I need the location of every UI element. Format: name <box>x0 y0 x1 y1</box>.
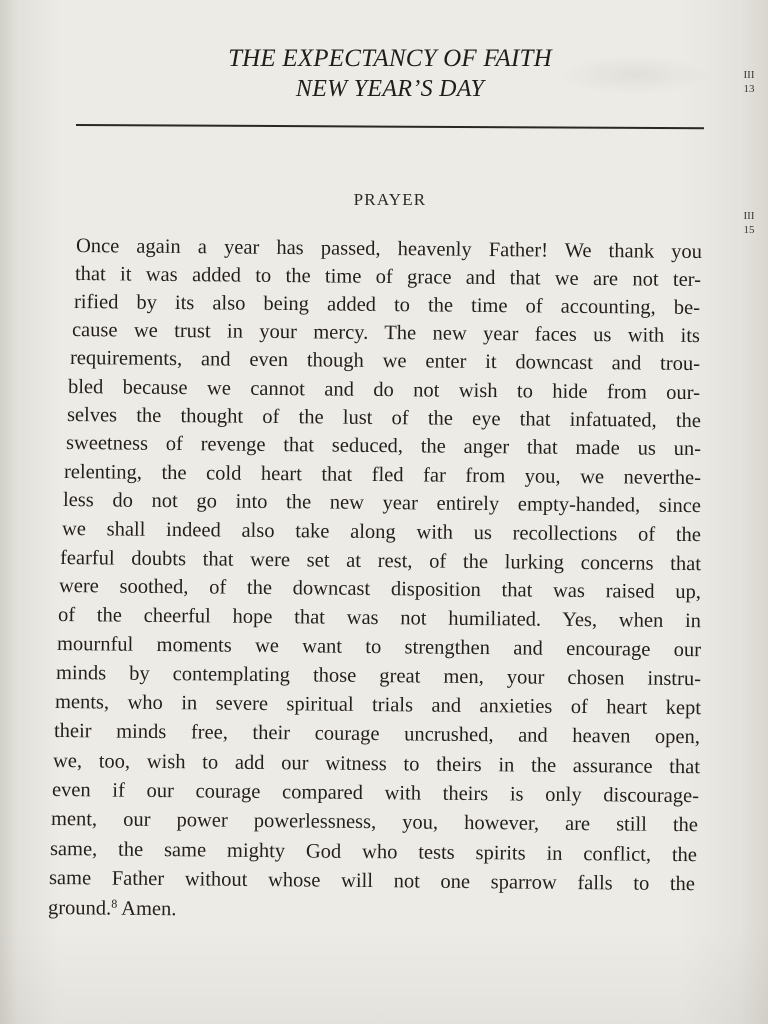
prayer-line: ment, our power powerlessness, you, however, are still the <box>50 808 699 837</box>
prayer-line: mournful moments we want to strengthen and encourage our <box>56 633 702 662</box>
running-head-subtitle: NEW YEAR’S DAY <box>295 76 485 102</box>
prayer-line: fearful doubts that were set at rest, of the lurking concerns that <box>59 547 702 576</box>
margin-ref-page: 15 <box>743 224 755 236</box>
prayer-line-final <box>48 896 177 921</box>
footnote-marker[interactable]: 8 <box>111 896 118 911</box>
prayer-line: of the cheerful hope that was not humiliated. Yes, when in <box>57 604 702 633</box>
prayer-line: their minds free, their courage uncrushed, and heaven open, <box>53 720 701 749</box>
prayer-line: even if our courage compared with theirs is only discourage- <box>51 779 700 808</box>
prayer-line: ments, who in severe spiritual trials and anxieties of heart kept <box>54 691 702 720</box>
prayer-line: minds by contemplating those great men, your chosen instru- <box>55 662 702 691</box>
prayer-line: less do not go into the new year entirely empty-handed, since <box>62 489 702 518</box>
prayer-line: we, too, wish to add our witness to theirs in the assurance that <box>52 750 701 779</box>
prayer-line: requirements, and even though we enter it downcast and trou- <box>69 347 701 376</box>
prayer-line: Once again a year has passed, heavenly Father! We thank you <box>75 235 703 264</box>
prayer-line: selves the thought of the lust of the eye that infatuated, the <box>66 404 702 433</box>
prayer-line: sweetness of revenge that seduced, the anger that made us un- <box>65 432 702 461</box>
final-word: ground. <box>47 897 112 920</box>
section-heading: PRAYER <box>353 190 427 209</box>
prayer-line: were soothed, of the downcast disposition that was raised up, <box>58 575 702 604</box>
prayer-line: cause we trust in your mercy. The new year faces us with its <box>71 319 701 348</box>
prayer-line: rified by its also being added to the time of accounting, be- <box>73 291 701 320</box>
prayer-line: we shall indeed also take along with us recollections of the <box>61 518 702 547</box>
prayer-line: that it was added to the time of grace and that we are not ter- <box>74 263 702 292</box>
closing-amen: Amen. <box>117 897 177 921</box>
prayer-line: relenting, the cold heart that fled far from you, we neverthe- <box>63 461 702 490</box>
margin-ref-page: 13 <box>743 83 755 95</box>
running-head-title: THE EXPECTANCY OF FAITH <box>228 45 552 72</box>
margin-ref-volume: III <box>743 69 755 81</box>
prayer-line: same, the same mighty God who tests spirits in conflict, the <box>49 838 698 867</box>
prayer-line: bled because we cannot and do not wish to hide from our- <box>67 376 701 405</box>
margin-ref-volume: III <box>743 210 755 222</box>
prayer-line: same Father without whose will not one sparrow falls to the <box>48 867 696 896</box>
